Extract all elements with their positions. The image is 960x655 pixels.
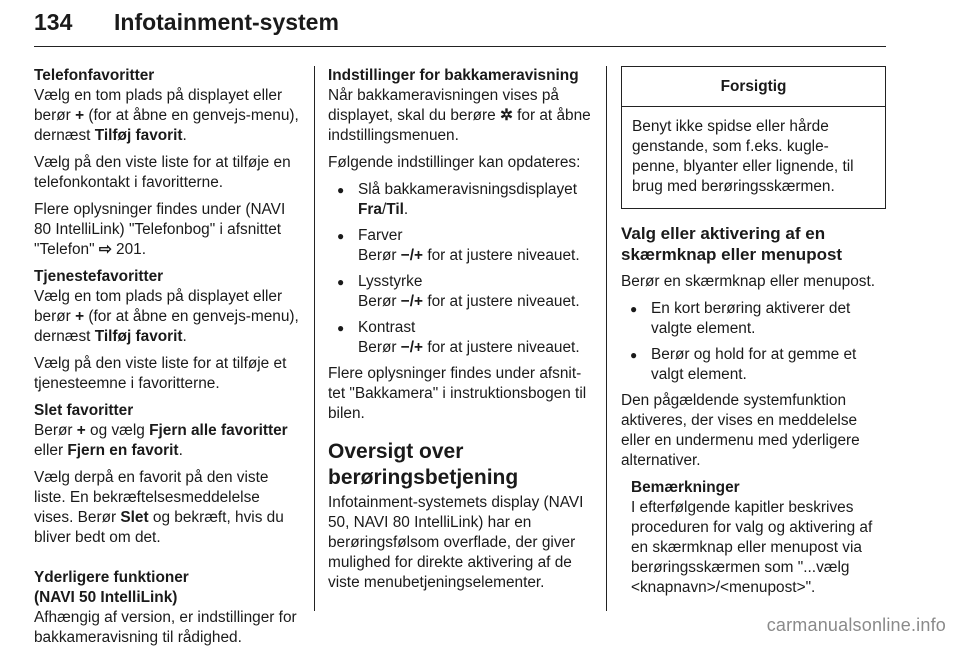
delete-favorites-heading: Slet favoritter xyxy=(34,402,134,419)
column-3 xyxy=(621,66,886,598)
minus-plus-icon: −/+ xyxy=(400,339,424,356)
selection-list xyxy=(621,299,886,385)
on-label: Til xyxy=(386,201,404,218)
column-2 xyxy=(328,66,596,600)
paragraph: Vælg på den viste liste for at tilføje et tjenesteemne i favoritterne. xyxy=(34,355,287,392)
note-block xyxy=(621,478,886,598)
header-rule xyxy=(34,46,886,47)
column-1 xyxy=(34,66,300,655)
list-item: ● Farver Berør −/+ for at justere niveauet. xyxy=(328,226,596,266)
selection-heading: Valg eller aktivering af en skærmknap eller menupost xyxy=(621,224,843,264)
caution-title: Forsigtig xyxy=(622,67,885,107)
page-reference: 201. xyxy=(116,241,146,258)
page-number: 134 xyxy=(34,9,73,35)
delete-label: Slet xyxy=(120,509,149,526)
paragraph: Vælg på den viste liste for at tilføje en telefonkontakt i favoritterne. xyxy=(34,154,291,191)
column-divider-1 xyxy=(314,66,315,611)
more-functions-heading: Yderligere funktioner xyxy=(34,569,189,586)
list-item: ● Berør og hold for at gemme et valgt element. xyxy=(621,345,886,385)
page-header xyxy=(34,6,886,46)
service-favorites-heading: Tjenestefavoritter xyxy=(34,268,164,285)
phone-favorites-heading: Telefonfavoritter xyxy=(34,67,155,84)
paragraph-reference: Flere oplysninger findes under (NAVI 80 IntelliLink) "Telefonbog" i afsnittet "Telefon" ⇨ 201. xyxy=(34,201,286,258)
list-item: ● Slå bakkameravisningsdisplayet Fra/Til. xyxy=(328,180,596,220)
column-divider-2 xyxy=(606,66,607,611)
note-text: I efterfølgende kapitler beskrives proceduren for valg og aktivering af en skærmknap eller menupost via berøringsskærmen som "...vælg <knapnavn>/<menupost>". xyxy=(631,499,873,596)
minus-plus-icon: −/+ xyxy=(400,293,424,310)
paragraph: Den pågældende systemfunktion aktiveres, der vises en meddelelse eller en undermenu med yderligere alternativer. xyxy=(621,392,860,469)
add-favorite-label: Tilføj favorit xyxy=(94,328,183,345)
section-title: Oversigt over berøringsbetjening xyxy=(328,440,519,489)
more-functions-subheading: (NAVI 50 IntelliLink) xyxy=(34,589,178,606)
add-favorite-label: Tilføj favorit xyxy=(94,127,183,144)
paragraph: Når bakkameravisningen vises på displayet, skal du berøre ✲ for at åbne indstillingsmenuen. xyxy=(328,87,591,144)
note-heading: Bemærkninger xyxy=(631,479,740,496)
service-favorites-paragraph: Vælg en tom plads på displayet eller berør + (for at åbne en genvejs-menu), dernæst Tilføj favorit. xyxy=(34,288,299,345)
plus-icon: + xyxy=(76,422,86,439)
caution-text: Benyt ikke spidse eller hårde genstande, som f.eks. kugle-penne, blyanter eller lignende, til brug med berøringsskærmen. xyxy=(632,118,854,195)
plus-icon: + xyxy=(75,308,85,325)
paragraph: Afhængig af version, er indstillinger for bakkameravisning til rådighed. xyxy=(34,609,297,646)
paragraph: Vælg derpå en favorit på den viste liste. En bekræftelsesmeddelelse vises. Berør Slet og bekræft, hvis du bliver bedt om det. xyxy=(34,469,284,546)
plus-icon: + xyxy=(75,107,85,124)
watermark: carmanualsonline.info xyxy=(766,615,946,635)
delete-favorites-paragraph: Berør + og vælg Fjern alle favoritter eller Fjern en favorit. xyxy=(34,422,288,459)
camera-settings-heading: Indstillinger for bakkameravisning xyxy=(328,67,579,84)
list-item: ● Kontrast Berør −/+ for at justere niveauet. xyxy=(328,318,596,358)
phone-favorites-paragraph: Vælg en tom plads på displayet eller berør + (for at åbne en genvejs-menu), dernæst Tilføj favorit. xyxy=(34,87,299,144)
remove-all-favorites-label: Fjern alle favoritter xyxy=(149,422,288,439)
list-item: ● En kort berøring aktiverer det valgte element. xyxy=(621,299,886,339)
paragraph: Berør en skærmknap eller menupost. xyxy=(621,273,876,290)
gear-icon: ✲ xyxy=(499,107,513,124)
remove-a-favorite-label: Fjern en favorit xyxy=(67,442,179,459)
minus-plus-icon: −/+ xyxy=(400,247,424,264)
page-title: Infotainment-system xyxy=(114,9,339,35)
page-reference-arrow-icon: ⇨ xyxy=(98,241,112,258)
list-item: ● Lysstyrke Berør −/+ for at justere niveauet. xyxy=(328,272,596,312)
paragraph: Infotainment-systemets display (NAVI 50, NAVI 80 IntelliLink) har en berøringsfølsom overflade, der giver mulighed for direkte aktivering af de viste menubetjeningselementer. xyxy=(328,494,584,591)
settings-list xyxy=(328,180,596,358)
caution-box xyxy=(621,66,886,209)
off-label: Fra xyxy=(358,201,382,218)
paragraph: Flere oplysninger findes under afsnit-tet "Bakkamera" i instruktionsbogen til bilen. xyxy=(328,365,587,422)
paragraph: Følgende indstillinger kan opdateres: xyxy=(328,154,581,171)
